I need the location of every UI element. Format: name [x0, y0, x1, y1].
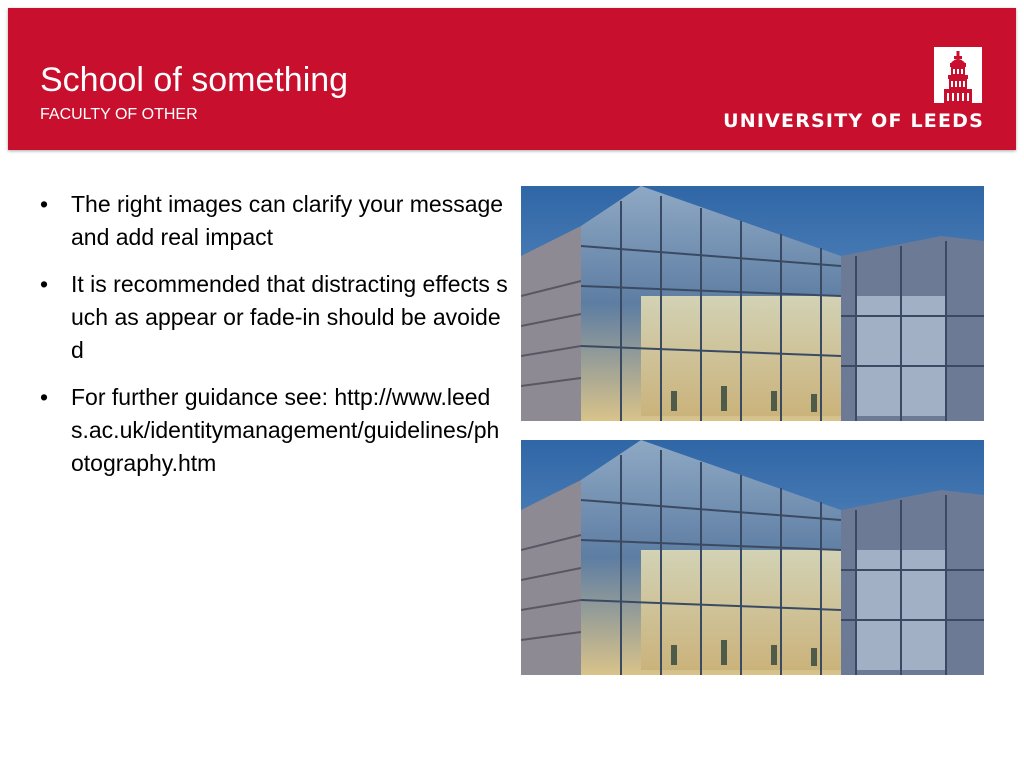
- bullet-item: [38, 188, 508, 254]
- university-logo-text: UNIVERSITY OF LEEDS: [723, 110, 984, 132]
- bullet-dot: •: [40, 271, 49, 297]
- header-banner: [8, 8, 1016, 150]
- bullet-dot: •: [40, 191, 49, 217]
- bullet-list: [38, 188, 508, 494]
- faculty-name: FACULTY OF OTHER: [40, 106, 198, 123]
- building-photo-top: [521, 186, 984, 421]
- bullet-text: It is recommended that distracting effects such as appear or fade-in should be avoided: [71, 271, 508, 363]
- bullet-item: [38, 268, 508, 367]
- building-photo-bottom: [521, 440, 984, 675]
- bullet-dot: •: [40, 384, 49, 410]
- university-logo-icon: [934, 47, 982, 103]
- bullet-text: The right images can clarify your message and add real impact: [71, 191, 504, 250]
- school-title: School of something: [40, 61, 349, 99]
- bullet-text: For further guidance see: http://www.leeds.ac.uk/identitymanagement/guidelines/photography.htm: [71, 384, 500, 476]
- bullet-item: [38, 381, 508, 480]
